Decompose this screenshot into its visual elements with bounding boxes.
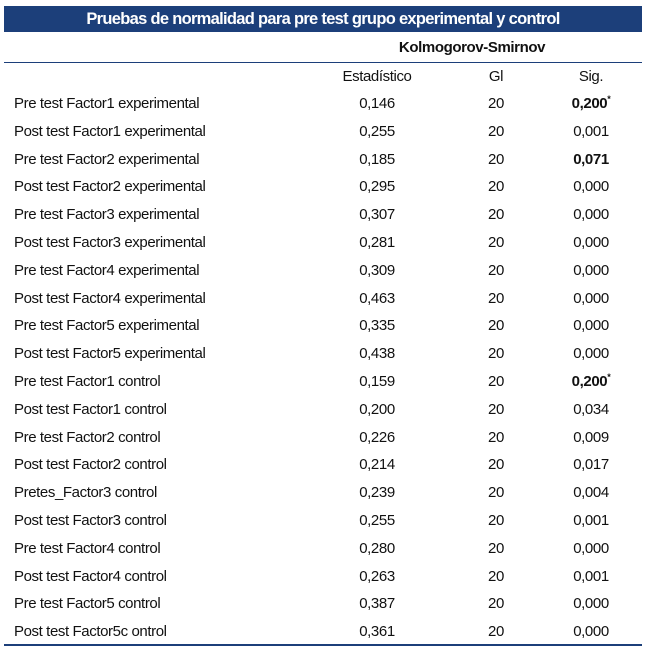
statistic-value: 0,255 [359,511,395,529]
row-label: Pre test Factor2 experimental [14,150,200,168]
df-value: 20 [488,567,504,585]
table-row [0,312,650,340]
statistic-value: 0,239 [359,484,395,502]
table-row [0,590,650,618]
table-row [0,451,650,479]
sig-cell [556,590,626,618]
statistic-value: 0,307 [359,206,395,224]
sig-value: 0,017 [573,456,609,474]
sig-value: 0,001 [573,567,609,585]
sig-value: 0,034 [573,400,609,418]
df-value: 20 [488,261,504,279]
statistic-value: 0,263 [359,567,395,585]
table-row [0,479,650,507]
row-label: Post test Factor1 experimental [14,122,206,140]
sig-value: 0,000 [573,539,609,557]
table-row [0,173,650,201]
sig-cell [556,173,626,201]
row-label: Pre test Factor1 experimental [14,95,200,112]
column-header-df: Gl [488,68,504,85]
statistic-value: 0,361 [359,623,395,641]
row-label: Post test Factor4 control [14,567,167,585]
sig-cell [556,563,626,591]
row-label: Post test Factor5c ontrol [14,623,167,641]
table-row [0,535,650,563]
row-label: Pre test Factor2 control [14,428,161,446]
statistic-value: 0,438 [359,345,395,363]
statistic-value: 0,309 [359,261,395,279]
statistic-value: 0,226 [359,428,395,446]
table-row [0,507,650,535]
sig-value: 0,000 [573,206,609,224]
df-value: 20 [488,428,504,446]
sig-cell [556,229,626,257]
table-row [0,201,650,229]
sig-cell [556,201,626,229]
table-row [0,396,650,424]
statistic-value: 0,185 [359,150,395,168]
row-label: Pre test Factor3 experimental [14,206,200,224]
sig-cell [556,118,626,146]
table-row [0,424,650,452]
statistic-value: 0,146 [359,95,395,112]
table-row [0,90,650,118]
statistic-value: 0,335 [359,317,395,335]
df-value: 20 [488,595,504,613]
sig-value: 0,009 [573,428,609,446]
test-name-header: Kolmogorov-Smirnov [398,39,546,56]
table-row [0,118,650,146]
statistic-value: 0,281 [359,233,395,251]
statistic-value: 0,280 [359,539,395,557]
sig-value: 0,000 [573,178,609,196]
sig-value: 0,000 [573,345,609,363]
table-title-bar [4,6,642,32]
df-value: 20 [488,345,504,363]
df-value: 20 [488,511,504,529]
statistic-value: 0,200 [359,400,395,418]
sig-cell [556,479,626,507]
sig-value: 0,001 [573,511,609,529]
table-title: Pruebas de normalidad para pre test grupo experimental y control [86,10,560,28]
df-value: 20 [488,178,504,196]
row-label: Post test Factor2 control [14,456,167,474]
sig-cell [556,257,626,285]
df-value: 20 [488,623,504,641]
sig-value: 0,000 [573,317,609,335]
statistic-value: 0,295 [359,178,395,196]
header-divider [4,62,642,63]
table-row [0,257,650,285]
sig-cell [556,396,626,424]
sig-value: 0,200 [571,95,608,112]
table-row [0,340,650,368]
sig-cell [556,507,626,535]
df-value: 20 [488,233,504,251]
sig-cell [556,618,626,646]
statistic-value: 0,255 [359,122,395,140]
row-label: Post test Factor4 experimental [14,289,206,307]
df-value: 20 [488,317,504,335]
sig-cell [556,285,626,313]
df-value: 20 [488,95,504,112]
row-label: Post test Factor3 experimental [14,233,206,251]
row-label: Pretes_Factor3 control [14,484,157,502]
statistic-value: 0,159 [359,372,395,390]
sig-cell [556,424,626,452]
row-label: Pre test Factor1 control [14,372,161,390]
sig-cell [556,368,626,396]
column-header-sig: Sig. [578,68,604,85]
sig-footnote-marker: * [607,371,611,382]
sig-value: 0,000 [573,233,609,251]
statistic-value: 0,463 [359,289,395,307]
sig-value: 0,000 [573,595,609,613]
row-label: Post test Factor2 experimental [14,178,206,196]
sig-cell [556,451,626,479]
df-value: 20 [488,122,504,140]
table-row [0,285,650,313]
table-row [0,618,650,646]
row-label: Post test Factor3 control [14,511,167,529]
df-value: 20 [488,206,504,224]
table-row [0,229,650,257]
sig-value: 0,001 [573,122,609,140]
df-value: 20 [488,150,504,168]
table-row [0,368,650,396]
row-label: Post test Factor1 control [14,400,167,418]
df-value: 20 [488,484,504,502]
sig-value: 0,000 [573,261,609,279]
sig-cell [556,340,626,368]
row-label: Pre test Factor5 control [14,595,161,613]
row-label: Post test Factor5 experimental [14,345,206,363]
statistic-value: 0,387 [359,595,395,613]
sig-cell [556,535,626,563]
sig-cell [556,90,626,118]
sig-value: 0,000 [573,289,609,307]
table-row [0,563,650,591]
df-value: 20 [488,289,504,307]
row-label: Pre test Factor5 experimental [14,317,200,335]
df-value: 20 [488,539,504,557]
row-label: Pre test Factor4 control [14,539,161,557]
df-value: 20 [488,456,504,474]
statistic-value: 0,214 [359,456,395,474]
sig-cell [556,146,626,174]
sig-value: 0,200 [571,372,608,390]
df-value: 20 [488,400,504,418]
sig-footnote-marker: * [607,94,611,104]
row-label: Pre test Factor4 experimental [14,261,200,279]
table-row [0,146,650,174]
table-body [0,90,650,646]
table-bottom-border [4,644,642,646]
sig-cell [556,312,626,340]
column-header-statistic: Estadístico [342,68,412,85]
sig-value: 0,004 [573,484,609,502]
sig-value: 0,071 [573,150,609,168]
df-value: 20 [488,372,504,390]
sig-value: 0,000 [573,623,609,641]
